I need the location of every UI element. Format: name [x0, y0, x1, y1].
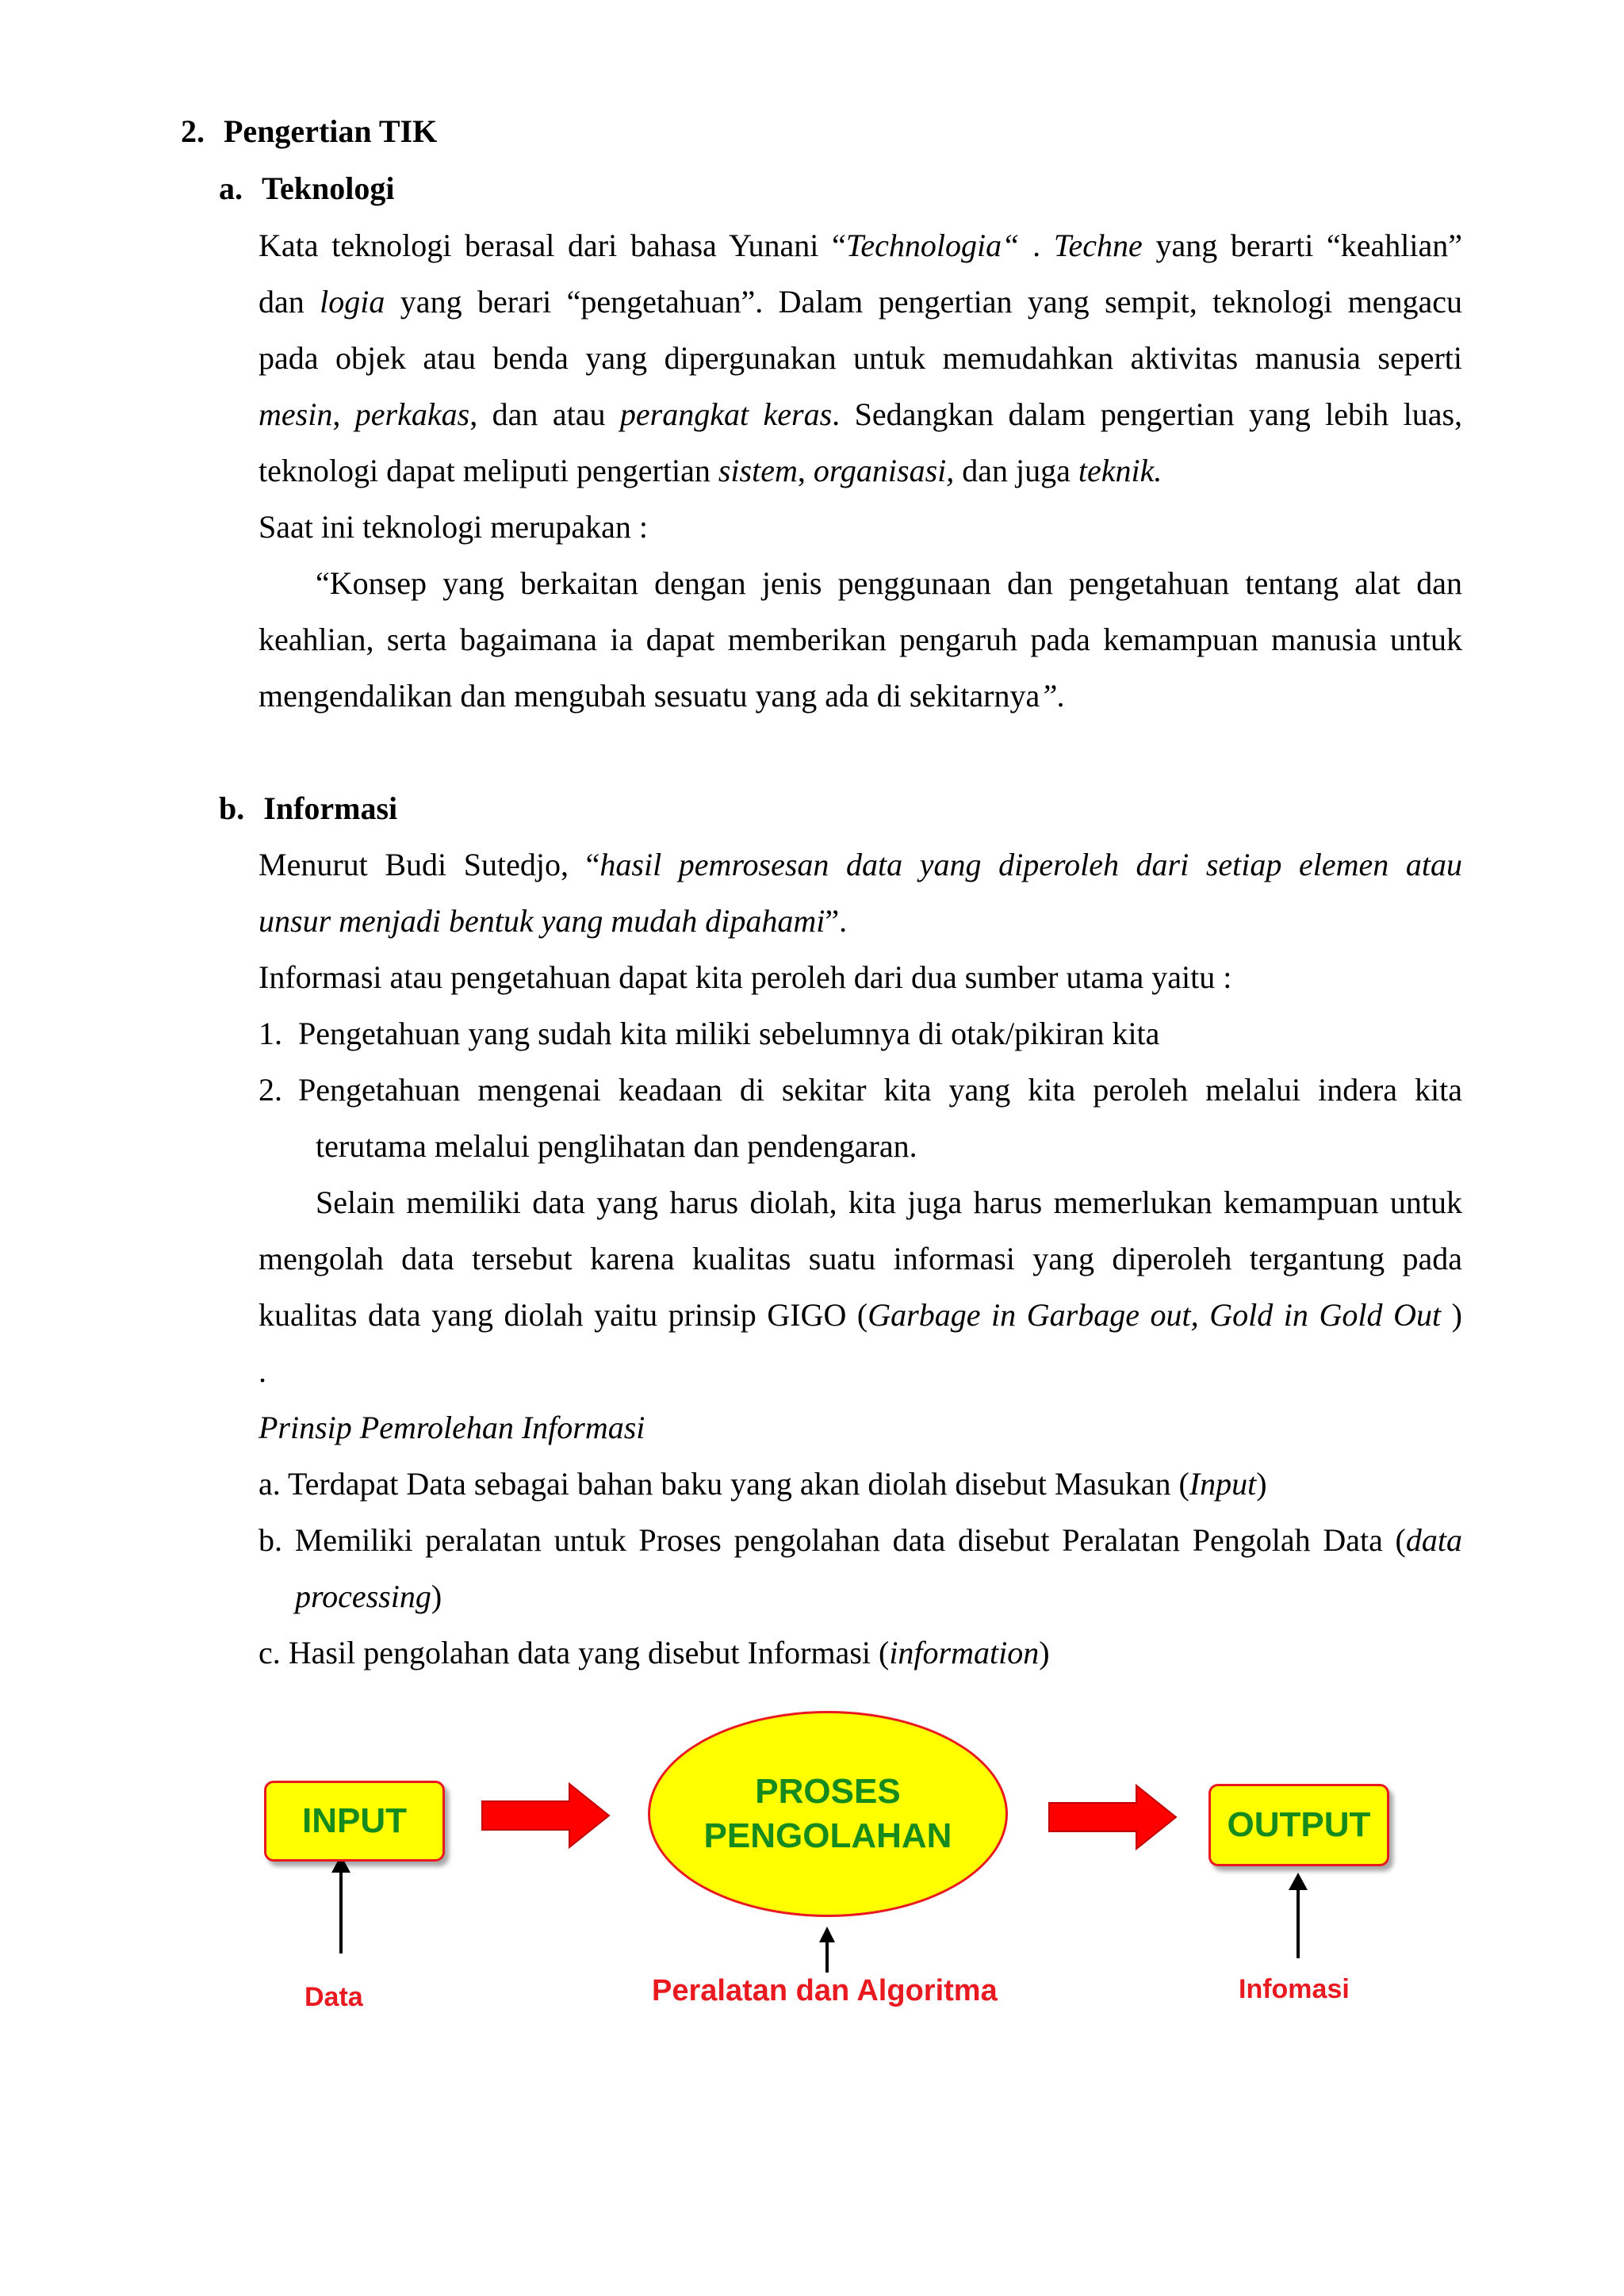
- subheading-title: Informasi: [263, 790, 398, 826]
- teknologi-quote-line-2: keahlian, serta bagaimana ia dapat memberikan pengaruh pada kemampuan manusia untuk: [259, 622, 1462, 657]
- list-item: 1. Pengetahuan yang sudah kita miliki sebelumnya di otak/pikiran kita: [259, 1016, 1160, 1051]
- subheading-informasi: [219, 786, 397, 831]
- principle-title: Prinsip Pemrolehan Informasi: [259, 1410, 645, 1445]
- input-box: [264, 1781, 445, 1862]
- informasi-paragraph-line-1: Selain memiliki data yang harus diolah, kita juga harus memerlukan kemampuan untuk: [316, 1184, 1462, 1220]
- principle-item-b-continuation: processing): [295, 1578, 442, 1614]
- list-item-continuation: terutama melalui penglihatan dan pendengaran.: [316, 1128, 917, 1164]
- subheading-marker: a.: [219, 170, 243, 206]
- list-item: 2. Pengetahuan mengenai keadaan di sekitar kita yang kita peroleh melalui indera kita: [259, 1072, 1462, 1108]
- process-ellipse: [648, 1711, 1008, 1917]
- teknologi-quote-line-1: “Konsep yang berkaitan dengan jenis penggunaan dan pengetahuan tentang alat dan: [316, 565, 1462, 601]
- informasi-paragraph-line-4: .: [259, 1353, 266, 1389]
- teknologi-paragraph-line-2: dan logia yang berari “pengetahuan”. Dalam pengertian yang sempit, teknologi mengacu: [259, 284, 1462, 320]
- subheading-title: Teknologi: [262, 170, 395, 206]
- input-label: INPUT: [302, 1801, 407, 1840]
- arrow-right-icon: [1049, 1785, 1176, 1849]
- principle-item-c: c. Hasil pengolahan data yang disebut Informasi (information): [259, 1635, 1050, 1670]
- arrow-right-icon: [482, 1784, 609, 1847]
- data-label: Data: [304, 1982, 363, 2012]
- section-heading: [181, 109, 437, 154]
- teknologi-paragraph-line-1: Kata teknologi berasal dari bahasa Yunani “Technologia“ . Techne yang berarti “keahlian”: [259, 228, 1463, 263]
- informasi-paragraph-line-3: kualitas data yang diolah yaitu prinsip GIGO (Garbage in Garbage out, Gold in Gold Out ): [259, 1297, 1462, 1333]
- teknologi-paragraph-line-4: mesin, perkakas, dan atau perangkat keras. Sedangkan dalam pengertian yang lebih luas,: [259, 396, 1463, 432]
- arrow-up-icon: [819, 1927, 835, 1973]
- informasi-paragraph-line-2: mengolah data tersebut karena kualitas suatu informasi yang diperoleh tergantung pada: [259, 1241, 1462, 1276]
- process-diagram: [0, 1689, 1624, 2038]
- teknologi-quote-line-3: mengendalikan dan mengubah sesuatu yang ada di sekitarnya”.: [259, 678, 1066, 714]
- output-label: OUTPUT: [1227, 1805, 1371, 1844]
- teknologi-paragraph-line-5: teknologi dapat meliputi pengertian sistem, organisasi, dan juga teknik.: [259, 453, 1162, 488]
- info-label: Infomasi: [1239, 1974, 1350, 2004]
- teknologi-paragraph-line-3: pada objek atau benda yang dipergunakan untuk memudahkan aktivitas manusia seperti: [259, 340, 1462, 376]
- principle-item-b: b. Memiliki peralatan untuk Proses pengolahan data disebut Peralatan Pengolah Data (data: [259, 1522, 1462, 1558]
- output-box: [1208, 1784, 1389, 1866]
- section-title: Pengertian TIK: [224, 113, 438, 149]
- section-number: 2.: [181, 113, 205, 149]
- arrow-up-icon: [331, 1855, 350, 1954]
- subheading-teknologi: [219, 166, 394, 211]
- tools-label: Peralatan dan Algoritma: [652, 1974, 998, 2007]
- arrow-up-icon: [1289, 1873, 1308, 1958]
- principle-item-a: a. Terdapat Data sebagai bahan baku yang akan diolah disebut Masukan (Input): [259, 1466, 1267, 1502]
- teknologi-intro-text: Saat ini teknologi merupakan :: [259, 509, 648, 545]
- process-label-line-2: PENGOLAHAN: [703, 1816, 952, 1855]
- informasi-sources-intro: Informasi atau pengetahuan dapat kita peroleh dari dua sumber utama yaitu :: [259, 959, 1232, 995]
- informasi-definition-line-2: unsur menjadi bentuk yang mudah dipahami”.: [259, 903, 848, 939]
- process-label-line-1: PROSES: [755, 1772, 901, 1811]
- informasi-definition-line-1: Menurut Budi Sutedjo, “hasil pemrosesan data yang diperoleh dari setiap elemen atau: [259, 847, 1463, 882]
- subheading-marker: b.: [219, 790, 245, 826]
